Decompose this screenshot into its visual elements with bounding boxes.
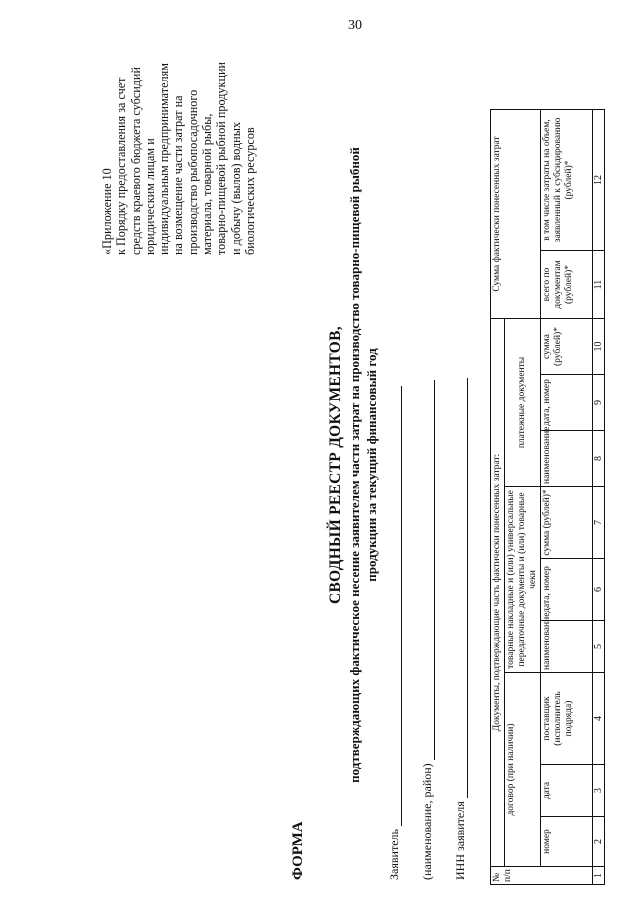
col-num: 5 [593, 621, 605, 673]
col-num: 1 [593, 867, 605, 885]
title-main: СВОДНЫЙ РЕЕСТР ДОКУМЕНТОВ, [327, 326, 344, 604]
document-title [327, 85, 379, 845]
col-num: 9 [593, 375, 605, 431]
col-num: 7 [593, 487, 605, 559]
registry-table [490, 109, 605, 885]
col-num: 3 [593, 765, 605, 817]
header-sum: Сумма фактически понесенных затрат [491, 109, 541, 318]
form-label: ФОРМА [290, 821, 306, 880]
header-waybills: товарные накладные и (или) универсальные передаточные документы и (или) товарные чеки [505, 487, 541, 673]
header-datenum-1: дата, номер [541, 559, 593, 621]
title-sub-1: подтверждающих фактическое несение заявителем части затрат на производство товарно-пищевой рыбной [347, 147, 362, 783]
appendix-line: средств краевого бюджета субсидий [128, 67, 143, 255]
page-number: 30 [348, 18, 362, 33]
appendix-line: биологических ресурсов [242, 127, 257, 255]
applicant-field [387, 386, 402, 880]
header-date: дата [541, 765, 593, 817]
header-name-2: наименование [541, 431, 593, 487]
inn-field [453, 378, 468, 880]
header-number: номер [541, 817, 593, 867]
col-num: 12 [593, 109, 605, 250]
header-contract: договор (при наличии) [505, 673, 541, 867]
header-sum-1: сумма (рублей)* [541, 487, 593, 559]
inn-line[interactable] [455, 378, 468, 798]
appendix-line: «Приложение 10 [100, 168, 114, 255]
title-sub-2: продукции за текущий финансовый год [364, 348, 379, 582]
appendix-line: юридическим лицам и [142, 138, 157, 255]
column-number-row [593, 109, 605, 884]
header-sum-2: сумма (рублей)* [541, 319, 593, 375]
name-district-line[interactable] [422, 380, 435, 760]
header-name-1: наименование [541, 621, 593, 673]
rotated-form-sheet [20, 30, 620, 885]
applicant-label: Заявитель [387, 829, 401, 880]
header-num: № п/п [491, 867, 593, 885]
applicant-line[interactable] [389, 386, 402, 826]
inn-label: ИНН заявителя [453, 801, 467, 880]
appendix-block [100, 30, 257, 255]
appendix-line: товарно-пищевой рыбной продукции [214, 61, 229, 255]
col-num: 6 [593, 559, 605, 621]
name-district-label: (наименование, район) [420, 763, 434, 880]
appendix-line: производство рыбопосадочного [185, 89, 200, 255]
name-district-field [420, 380, 435, 880]
appendix-line: индивидуальным предпринимателям [157, 63, 172, 255]
col-num: 4 [593, 673, 605, 765]
header-payments: платежные документы [505, 319, 541, 487]
header-datenum-2: дата, номер [541, 375, 593, 431]
col-num: 10 [593, 319, 605, 375]
header-total: всего по документам (рублей)* [541, 251, 593, 319]
appendix-line: и добычу (вылов) водных [228, 122, 243, 255]
appendix-line: к Порядку предоставления за счет [114, 77, 129, 255]
col-num: 11 [593, 251, 605, 319]
header-included: в том числе затраты на объем, заявленный к субсидированию (рублей)* [541, 109, 593, 250]
col-num: 2 [593, 817, 605, 867]
header-documents: Документы, подтверждающие часть фактически понесенных затрат: [491, 319, 505, 867]
col-num: 8 [593, 431, 605, 487]
appendix-line: на возмещение части затрат на [171, 95, 186, 255]
appendix-line: материала, товарной рыбы, [200, 113, 215, 255]
header-supplier: поставщик (исполнитель подряда) [541, 673, 593, 765]
